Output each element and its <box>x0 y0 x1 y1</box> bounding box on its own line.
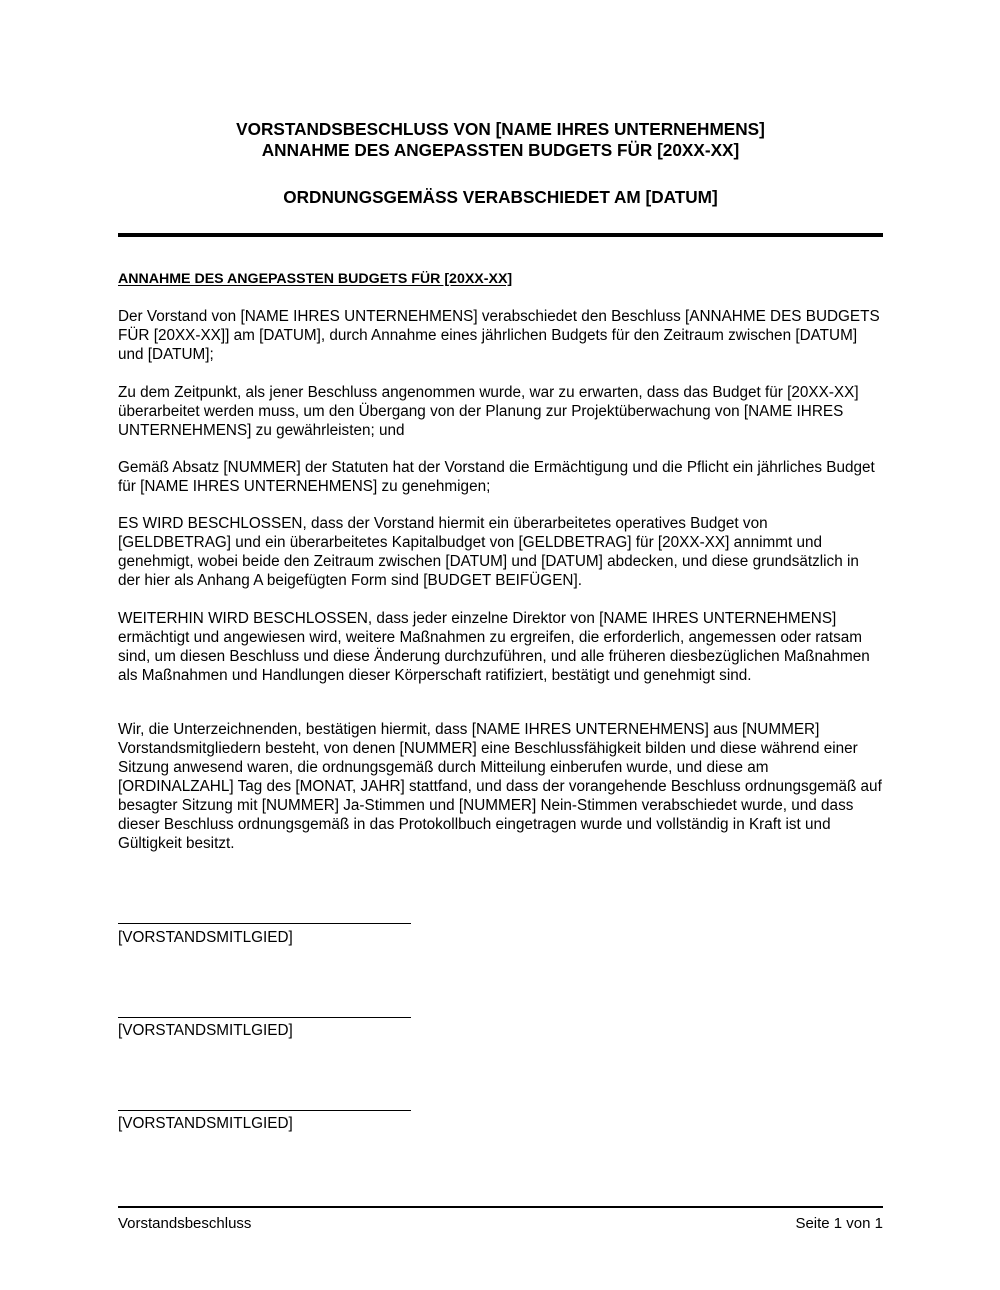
signature-line-2 <box>118 1017 411 1018</box>
signature-label-3: [VORSTANDSMITLGIED] <box>118 1115 293 1132</box>
title-line-3: ORDNUNGSGEMÄSS VERABSCHIEDET AM [DATUM] <box>283 187 718 207</box>
section-heading: ANNAHME DES ANGEPASSTEN BUDGETS FÜR [20XX-XX] <box>118 271 513 287</box>
paragraph-4: ES WIRD BESCHLOSSEN, dass der Vorstand hiermit ein überarbeitetes operatives Budget von [GELDBETRAG] und ein überarbeitetes Kapitalbudget von [GELDBETRAG] für [20XX-XX] annimmt und genehmigt, wobei beide den Zeitraum zwischen [DATUM] und [DATUM] abdecken, und diese grundsätzlich in der hier als Anhang A beigefügten Form sind [BUDGET BEIFÜGEN]. <box>118 515 859 589</box>
paragraph-1: Der Vorstand von [NAME IHRES UNTERNEHMENS] verabschiedet den Beschluss [ANNAHME DES BUDGETS FÜR [20XX-XX]] am [DATUM], durch Annahme eines jährlichen Budgets für den Zeitraum zwischen [DATUM] und [DATUM]; <box>118 308 880 363</box>
paragraph-2: Zu dem Zeitpunkt, als jener Beschluss angenommen wurde, war zu erwarten, dass das Budget für [20XX-XX] überarbeitet werden muss, um den Übergang von der Planung zur Projektüberwachung von [NAME IHRES UNTERNEHMENS] zu gewährleisten; und <box>118 384 859 439</box>
title-line-1: VORSTANDSBESCHLUSS VON [NAME IHRES UNTERNEHMENS] <box>236 119 765 139</box>
signature-label-1: [VORSTANDSMITLGIED] <box>118 929 293 946</box>
title-line-2: ANNAHME DES ANGEPASSTEN BUDGETS FÜR [20XX-XX] <box>261 140 740 160</box>
document-title <box>118 119 883 161</box>
paragraph-5: WEITERHIN WIRD BESCHLOSSEN, dass jeder einzelne Direktor von [NAME IHRES UNTERNEHMENS] ermächtigt und angewiesen wird, weitere Maßnahmen zu ergreifen, die erforderlich, angemessen oder ratsam sind, um diesen Beschluss und diese Änderung durchzuführen, und alle früheren diesbezüglichen Maßnahmen als Maßnahmen und Handlungen dieser Körperschaft ratifiziert, bestätigt und genehmigt sind. <box>118 610 870 684</box>
paragraph-6: Wir, die Unterzeichnenden, bestätigen hiermit, dass [NAME IHRES UNTERNEHMENS] aus [NUMMER] Vorstandsmitgliedern besteht, von denen [NUMMER] eine Beschlussfähigkeit bilden und diese während einer Sitzung anwesend waren, die ordnungsgemäß durch Mitteilung einberufen wurde, und diese am [ORDINALZAHL] Tag des [MONAT, JAHR] stattfand, und dass der vorangehende Beschluss ordnungsgemäß auf besagter Sitzung mit [NUMMER] Ja-Stimmen und [NUMMER] Nein-Stimmen verabschiedet wurde, und dass dieser Beschluss ordnungsgemäß in das Protokollbuch eingetragen wurde und vollständig in Kraft ist und Gültigkeit besitzt. <box>118 721 882 852</box>
signature-line-1 <box>118 923 411 924</box>
signature-label-2: [VORSTANDSMITLGIED] <box>118 1022 293 1039</box>
footer-document-name: Vorstandsbeschluss <box>118 1215 252 1232</box>
footer-page-number: Seite 1 von 1 <box>795 1215 883 1232</box>
signature-line-3 <box>118 1110 411 1111</box>
footer-divider <box>118 1206 883 1208</box>
paragraph-3: Gemäß Absatz [NUMMER] der Statuten hat der Vorstand die Ermächtigung und die Pflicht ein jährliches Budget für [NAME IHRES UNTERNEHMENS] zu genehmigen; <box>118 459 875 495</box>
header-divider <box>118 233 883 237</box>
